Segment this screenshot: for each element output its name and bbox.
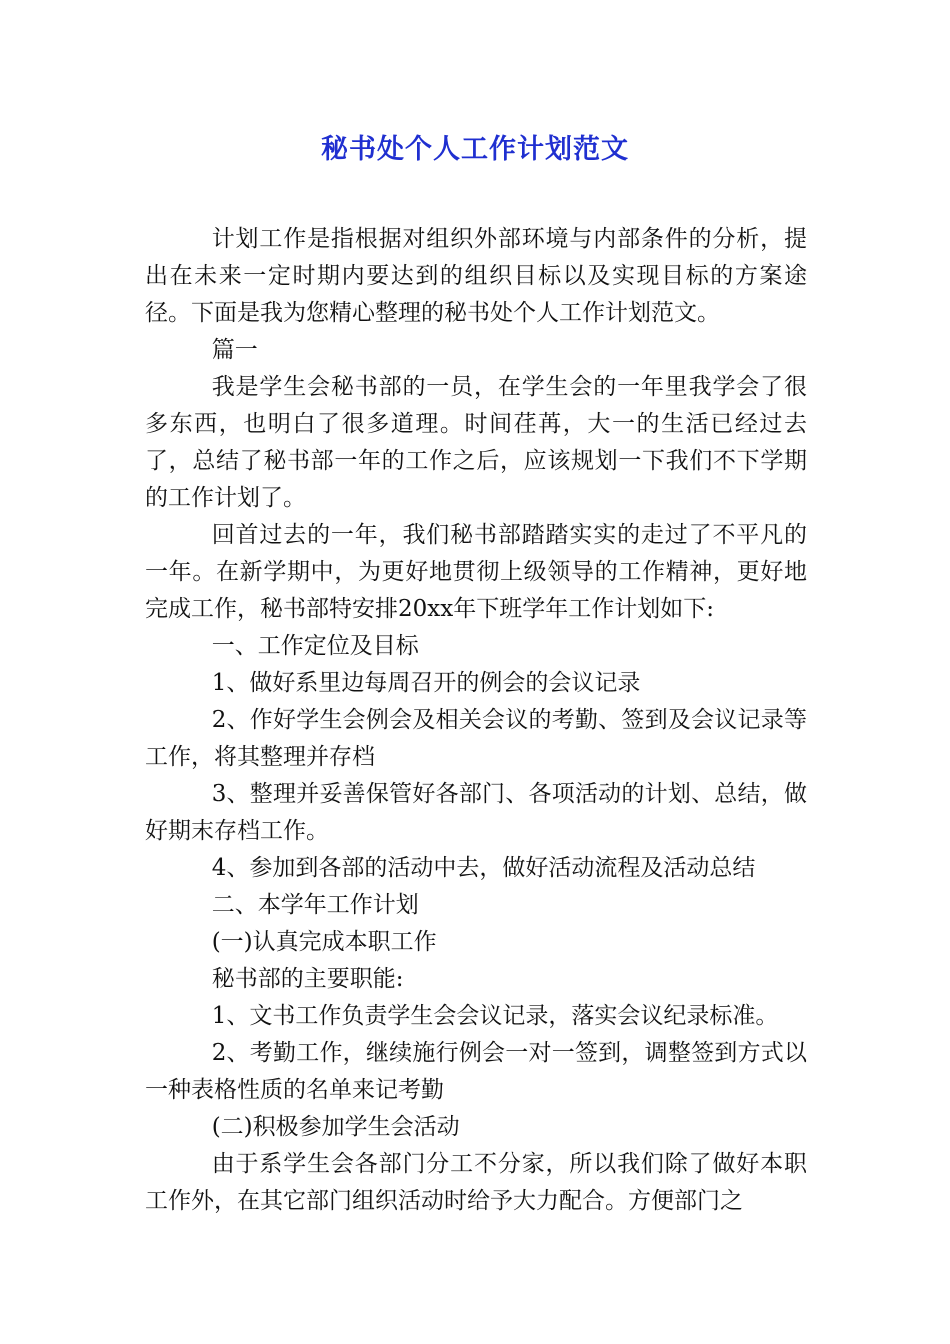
paragraph: 3、整理并妥善保管好各部门、各项活动的计划、总结，做好期末存档工作。 [145,781,807,844]
paragraph: 篇一 [211,337,258,363]
paragraph: 一、工作定位及目标 [211,633,419,659]
paragraph: 秘书部的主要职能: [211,966,404,992]
paragraph: 2、考勤工作，继续施行例会一对一签到，调整签到方式以一种表格性质的名单来记考勤 [145,1040,807,1103]
paragraph: (一)认真完成本职工作 [211,929,437,955]
paragraph: 由于系学生会各部门分工不分家，所以我们除了做好本职工作外，在其它部门组织活动时给予大力配合。方便部门之 [145,1151,807,1214]
paragraph: 回首过去的一年，我们秘书部踏踏实实的走过了不平凡的一年。在新学期中，为更好地贯彻上级领导的工作精神，更好地完成工作，秘书部特安排20xx年下班学年工作计划如下: [145,522,807,622]
paragraph: 计划工作是指根据对组织外部环境与内部条件的分析，提出在未来一定时期内要达到的组织目标以及实现目标的方案途径。下面是我为您精心整理的秘书处个人工作计划范文。 [145,226,807,326]
paragraph: 二、本学年工作计划 [211,892,419,918]
paragraph: (二)积极参加学生会活动 [211,1114,460,1140]
paragraph: 我是学生会秘书部的一员，在学生会的一年里我学会了很多东西，也明白了很多道理。时间荏苒，大一的生活已经过去了，总结了秘书部一年的工作之后，应该规划一下我们不下学期的工作计划了。 [145,374,807,511]
paragraph: 2、作好学生会例会及相关会议的考勤、签到及会议记录等工作，将其整理并存档 [145,707,807,770]
paragraph: 4、参加到各部的活动中去，做好活动流程及活动总结 [211,855,756,881]
document-title: 秘书处个人工作计划范文 [321,134,629,165]
paragraph: 1、做好系里边每周召开的例会的会议记录 [211,670,641,696]
document-body [145,221,807,1220]
paragraph: 1、文书工作负责学生会会议记录，落实会议纪录标准。 [211,1003,779,1029]
